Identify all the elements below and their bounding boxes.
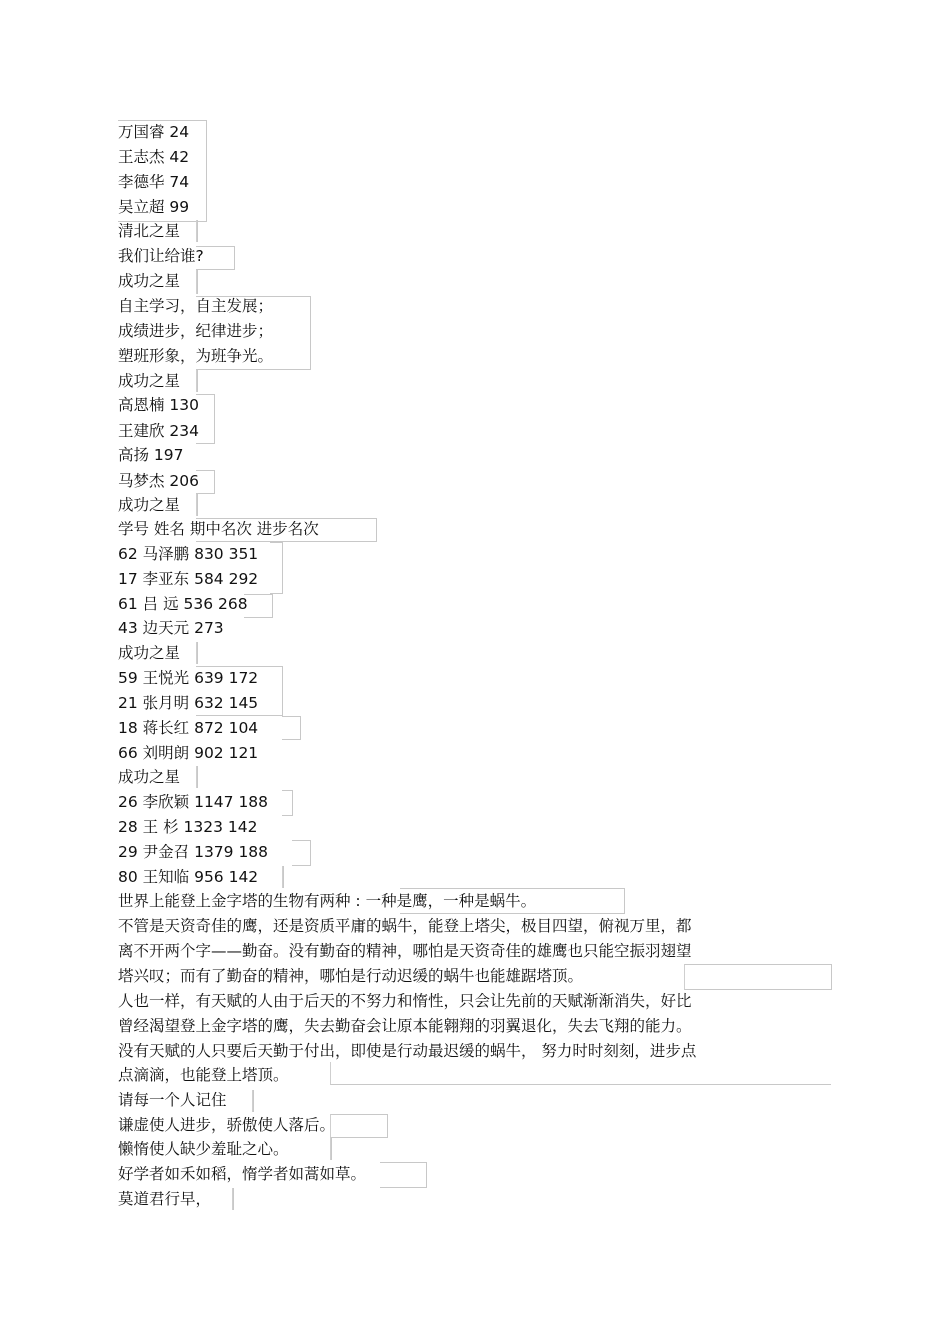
section-heading: 成功之星 — [118, 372, 181, 390]
text-line: 我们让给谁? — [118, 247, 204, 265]
score-line: 李德华 74 — [118, 173, 190, 191]
cell-border — [380, 1162, 427, 1188]
cell-border — [292, 840, 311, 866]
table-row: 26 李欣颖 1147 188 — [118, 793, 269, 811]
table-row: 66 刘明朗 902 121 — [118, 744, 259, 762]
cell-border — [196, 494, 198, 516]
cell-border — [330, 1062, 831, 1085]
paragraph-line: 世界上能登上金字塔的生物有两种 : 一种是鹰，一种是蜗牛。 — [118, 892, 537, 910]
cell-border — [282, 790, 293, 816]
cell-border — [196, 220, 198, 242]
quote-line: 谦虚使人进步，骄傲使人落后。 — [118, 1116, 336, 1134]
section-heading: 成功之星 — [118, 768, 181, 786]
cell-border — [196, 370, 198, 392]
table-row: 59 王悦光 639 172 — [118, 669, 259, 687]
quote-line: 莫道君行早， — [118, 1190, 212, 1208]
table-row: 62 马泽鹏 830 351 — [118, 545, 259, 563]
motto-line: 自主学习，自主发展； — [118, 297, 274, 315]
score-line: 马梦杰 206 — [118, 472, 200, 490]
quote-line: 懒惰使人缺少羞耻之心。 — [118, 1140, 289, 1158]
score-line: 万国睿 24 — [118, 123, 190, 141]
section-heading: 成功之星 — [118, 496, 181, 514]
paragraph-line: 点滴滴，也能登上塔顶。 — [118, 1066, 289, 1084]
cell-border — [330, 1138, 332, 1160]
score-line: 王志杰 42 — [118, 148, 190, 166]
score-line: 王建欣 234 — [118, 422, 200, 440]
table-row: 28 王 杉 1323 142 — [118, 818, 258, 836]
text-line: 请每一个人记住 — [118, 1091, 227, 1109]
cell-border — [270, 542, 283, 594]
cell-border — [196, 270, 198, 294]
paragraph-line: 没有天赋的人只要后天勤于付出，即使是行动最迟缓的蜗牛， 努力时时刻刻，进步点 — [118, 1042, 697, 1060]
score-line: 高扬 197 — [118, 446, 184, 464]
table-row: 43 边天元 273 — [118, 619, 224, 637]
paragraph-line: 离不开两个字——勤奋。没有勤奋的精神，哪怕是天资奇佳的雄鹰也只能空振羽翅望 — [118, 942, 692, 960]
cell-border — [232, 1188, 234, 1210]
quote-line: 好学者如禾如稻，惰学者如蒿如草。 — [118, 1165, 367, 1183]
table-row: 61 吕 远 536 268 — [118, 595, 248, 613]
paragraph-line: 不管是天资奇佳的鹰，还是资质平庸的蜗牛，能登上塔尖，极目四望，俯视万里，都 — [118, 917, 692, 935]
cell-border — [282, 866, 284, 888]
table-row: 29 尹金召 1379 188 — [118, 843, 269, 861]
cell-border — [684, 964, 832, 990]
section-heading: 成功之星 — [118, 272, 181, 290]
cell-border — [196, 642, 198, 664]
paragraph-line: 人也一样，有天赋的人由于后天的不努力和惰性，只会让先前的天赋渐渐消失，好比 — [118, 992, 692, 1010]
section-heading: 成功之星 — [118, 644, 181, 662]
cell-border — [244, 594, 273, 618]
table-row: 17 李亚东 584 292 — [118, 570, 259, 588]
table-row: 18 蒋长红 872 104 — [118, 719, 259, 737]
motto-line: 成绩进步，纪律进步； — [118, 322, 274, 340]
paragraph-line: 曾经渴望登上金字塔的鹰，失去勤奋会让原本能翱翔的羽翼退化，失去飞翔的能力。 — [118, 1017, 692, 1035]
motto-line: 塑班形象，为班争光。 — [118, 347, 274, 365]
cell-border — [330, 1114, 388, 1138]
score-line: 吴立超 99 — [118, 198, 190, 216]
paragraph-line: 塔兴叹；而有了勤奋的精神，哪怕是行动迟缓的蜗牛也能雄踞塔顶。 — [118, 967, 584, 985]
cell-border — [282, 716, 301, 740]
score-line: 高恩楠 130 — [118, 396, 200, 414]
table-row: 21 张月明 632 145 — [118, 694, 259, 712]
table-row: 80 王知临 956 142 — [118, 868, 259, 886]
cell-border — [252, 1090, 254, 1112]
cell-border — [196, 766, 198, 788]
section-heading: 清北之星 — [118, 222, 181, 240]
table-header: 学号 姓名 期中名次 进步名次 — [118, 520, 319, 538]
